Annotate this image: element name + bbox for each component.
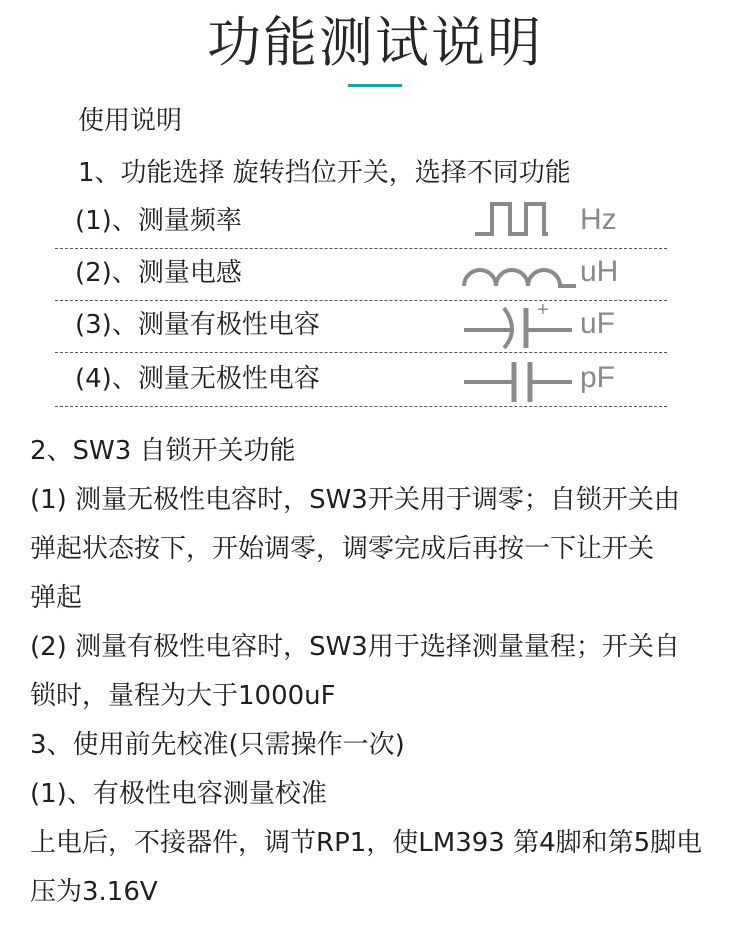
section2-line: 弹起 xyxy=(30,583,83,613)
title-underline xyxy=(348,84,402,87)
function-label: (1)、测量频率 xyxy=(75,206,242,236)
unit-label: uH xyxy=(580,255,619,288)
function-label: (4)、测量无极性电容 xyxy=(75,364,320,394)
section2-line: (1) 测量无极性电容时，SW3开关用于调零；自锁开关由 xyxy=(30,485,680,515)
square-wave-icon xyxy=(460,198,550,242)
function-row-capacitor xyxy=(55,354,667,407)
section3-heading: 3、使用前先校准(只需操作一次) xyxy=(30,730,405,760)
capacitor-icon xyxy=(460,356,580,404)
section3-subheading: (1)、有极性电容测量校准 xyxy=(30,779,327,809)
section3-line: 压为3.16V xyxy=(30,877,158,907)
function-label: (2)、测量电感 xyxy=(75,258,242,288)
section2-line: 锁时，量程为大于1000uF xyxy=(30,681,336,711)
section2-line: (2) 测量有极性电容时，SW3用于选择测量量程；开关自 xyxy=(30,632,680,662)
function-row-inductance xyxy=(55,248,667,301)
unit-label: uF xyxy=(580,307,616,340)
page-title: 功能测试说明 xyxy=(207,11,543,74)
inductor-coil-icon xyxy=(460,250,580,294)
section3-line: 上电后，不接器件，调节RP1，使LM393 第4脚和第5脚电 xyxy=(30,828,703,858)
usage-heading: 使用说明 xyxy=(78,106,183,136)
unit-label: pF xyxy=(580,361,616,394)
section2-line: 弹起状态按下，开始调零，调零完成后再按一下让开关 xyxy=(30,534,655,564)
function-label: (3)、测量有极性电容 xyxy=(75,310,320,340)
usage-step1: 1、功能选择 旋转挡位开关，选择不同功能 xyxy=(78,158,571,188)
function-row-frequency xyxy=(55,196,667,249)
function-row-polarized-capacitor xyxy=(55,300,667,353)
plus-sign: + xyxy=(537,299,549,321)
unit-label: Hz xyxy=(580,203,617,236)
polarized-capacitor-icon xyxy=(460,299,580,350)
section2-heading: 2、SW3 自锁开关功能 xyxy=(30,436,296,466)
